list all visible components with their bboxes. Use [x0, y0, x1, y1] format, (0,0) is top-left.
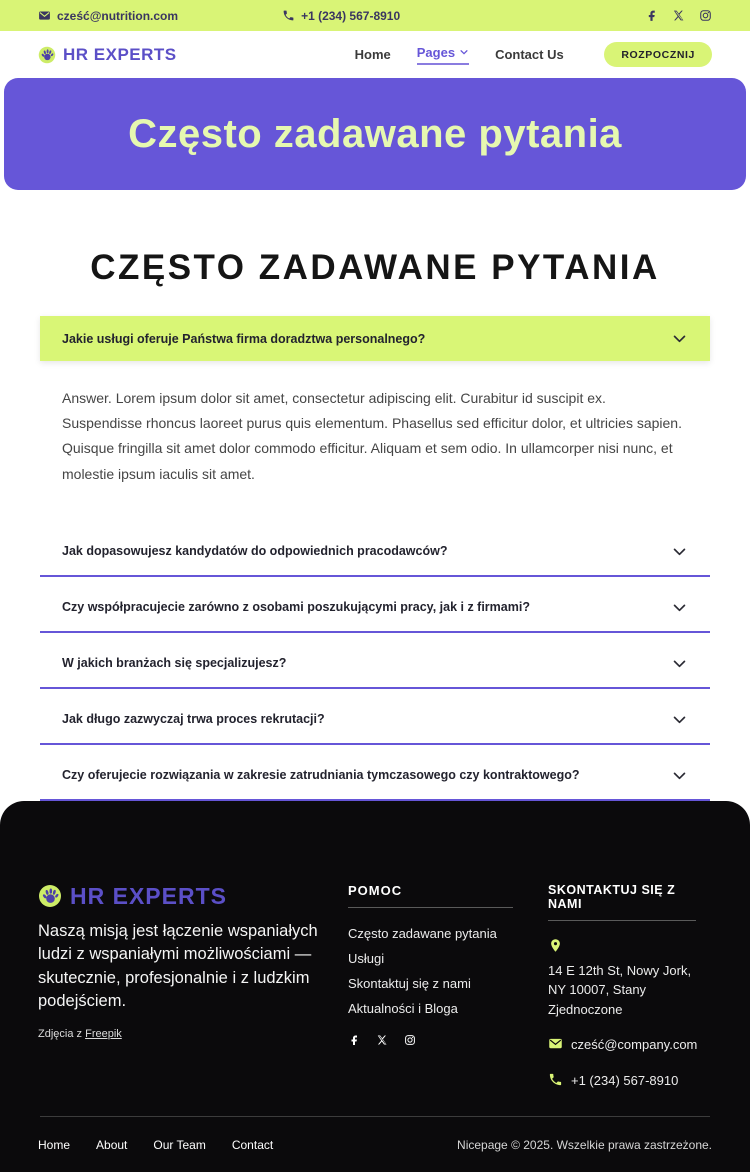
nav-contact-us[interactable]: Contact Us	[495, 47, 564, 62]
faq-question-text: Jak dopasowujesz kandydatów do odpowiednich pracodawców?	[62, 544, 448, 559]
main-nav	[355, 45, 564, 65]
footer-columns	[0, 801, 750, 1091]
chevron-down-icon	[671, 599, 688, 616]
faq-collapsed-list	[40, 521, 710, 801]
faq-question-text: W jakich branżach się specjalizujesz?	[62, 656, 287, 671]
facebook-icon[interactable]	[645, 9, 658, 22]
faq-question-row[interactable]	[40, 689, 710, 745]
facebook-icon[interactable]	[348, 1034, 360, 1046]
freepik-link[interactable]: Freepik	[85, 1028, 122, 1041]
top-bar	[0, 0, 750, 31]
footer-phone[interactable]	[548, 1071, 712, 1091]
faq-question-text: Jak długo zazwyczaj trwa proces rekrutacji?	[62, 712, 325, 727]
footer-help-links	[348, 922, 548, 1022]
footer-nav-contact[interactable]: Contact	[231, 1137, 274, 1152]
footer-email-text: cześć@company.com	[571, 1037, 698, 1053]
instagram-icon[interactable]	[699, 9, 712, 22]
main-content	[0, 190, 750, 801]
brand-name: HR EXPERTS	[63, 44, 177, 64]
footer-contact-column	[548, 883, 712, 1091]
nav-pages-label: Pages	[416, 44, 456, 60]
x-icon[interactable]	[376, 1034, 388, 1046]
hand-logo-icon	[38, 46, 56, 64]
location-pin-icon	[548, 938, 563, 953]
chevron-down-icon	[671, 655, 688, 672]
credits-prefix: Zdjęcia z	[38, 1028, 83, 1041]
chevron-down-icon	[671, 330, 688, 347]
footer-phone-text: +1 (234) 567-8910	[571, 1072, 679, 1088]
footer-mission-text: Naszą misją jest łączenie wspaniałych ludzi z wspaniałymi możliwościami — skutecznie, profesjonalnie i z ludzkim podejściem.	[38, 921, 318, 1011]
footer-link-faq[interactable]: Często zadawane pytania	[348, 925, 497, 941]
topbar-phone-text: +1 (234) 567-8910	[301, 8, 401, 23]
faq-item-expanded	[40, 316, 710, 491]
phone-icon	[282, 9, 295, 22]
topbar-email-link[interactable]	[38, 9, 178, 23]
footer-social-links	[348, 1034, 548, 1046]
get-started-button[interactable]: ROZPOCZNIJ	[604, 42, 712, 67]
hero-banner	[4, 78, 746, 190]
faq-question-expanded[interactable]	[40, 316, 710, 361]
topbar-social-links	[645, 9, 712, 22]
footer-link-contact[interactable]: Skontaktuj się z nami	[348, 975, 471, 991]
footer-nav-our-team[interactable]: Our Team	[153, 1137, 206, 1152]
page-title: CZĘSTO ZADAWANE PYTANIA	[90, 248, 660, 287]
footer-link-services[interactable]: Usługi	[348, 950, 385, 966]
faq-question-row[interactable]	[40, 633, 710, 689]
footer-nav-home[interactable]: Home	[38, 1137, 71, 1152]
faq-question-text: Jakie usługi oferuje Państwa firma doradztwa personalnego?	[62, 331, 426, 346]
footer-brand-logo[interactable]	[38, 883, 348, 910]
site-footer	[0, 801, 750, 1172]
x-icon[interactable]	[672, 9, 685, 22]
envelope-icon	[38, 9, 51, 22]
footer-copyright: Nicepage © 2025. Wszelkie prawa zastrzeżone.	[457, 1137, 712, 1152]
envelope-icon	[548, 1036, 563, 1051]
site-header	[0, 31, 750, 78]
faq-question-text: Czy współpracujecie zarówno z osobami poszukującymi pracy, jak i z firmami?	[62, 600, 530, 615]
footer-bottom-bar	[0, 1117, 750, 1172]
footer-link-blog[interactable]: Aktualności i Bloga	[348, 1000, 458, 1016]
topbar-phone-link[interactable]	[282, 9, 400, 23]
chevron-down-icon	[671, 543, 688, 560]
footer-brand-column	[38, 883, 348, 1091]
footer-bottom-nav	[38, 1138, 273, 1152]
brand-logo[interactable]	[38, 45, 177, 65]
hero-title: Często zadawane pytania	[128, 111, 622, 156]
footer-credits	[38, 1028, 348, 1040]
faq-accordion	[40, 316, 710, 801]
chevron-down-icon	[459, 47, 469, 57]
chevron-down-icon	[671, 711, 688, 728]
phone-icon	[548, 1072, 563, 1087]
faq-question-row[interactable]	[40, 577, 710, 633]
instagram-icon[interactable]	[404, 1034, 416, 1046]
faq-answer-text: Answer. Lorem ipsum dolor sit amet, consectetur adipiscing elit. Curabitur id suscipit ex. Suspendisse rhoncus laoreet purus quis elementum. Phasellus sed efficitur dolor, et ultricies sapien. Quisque fringilla sit amet dolor commodo efficitur. Aliquam et sem odio. In ullamcorper nisi nunc, et molestie ipsum iaculis sit amet.	[62, 390, 682, 482]
footer-nav-about[interactable]: About	[96, 1137, 128, 1152]
chevron-down-icon	[671, 767, 688, 784]
faq-question-row[interactable]	[40, 745, 710, 801]
footer-brand-name: HR EXPERTS	[70, 882, 227, 909]
nav-home[interactable]: Home	[354, 47, 391, 62]
footer-contact-heading: SKONTAKTUJ SIĘ Z NAMI	[548, 883, 696, 921]
faq-question-row[interactable]	[40, 521, 710, 577]
topbar-email-text: cześć@nutrition.com	[57, 8, 179, 23]
footer-address-text: 14 E 12th St, Nowy Jork, NY 10007, Stany Zjednoczone	[548, 962, 692, 1017]
footer-address[interactable]	[548, 937, 712, 1020]
faq-question-text: Czy oferujecie rozwiązania w zakresie zatrudniania tymczasowego czy kontraktowego?	[62, 768, 580, 783]
nav-pages[interactable]	[417, 45, 469, 65]
footer-email[interactable]	[548, 1035, 712, 1055]
hand-logo-icon	[38, 884, 62, 908]
footer-help-heading: POMOC	[348, 883, 513, 908]
footer-help-column	[348, 883, 548, 1091]
